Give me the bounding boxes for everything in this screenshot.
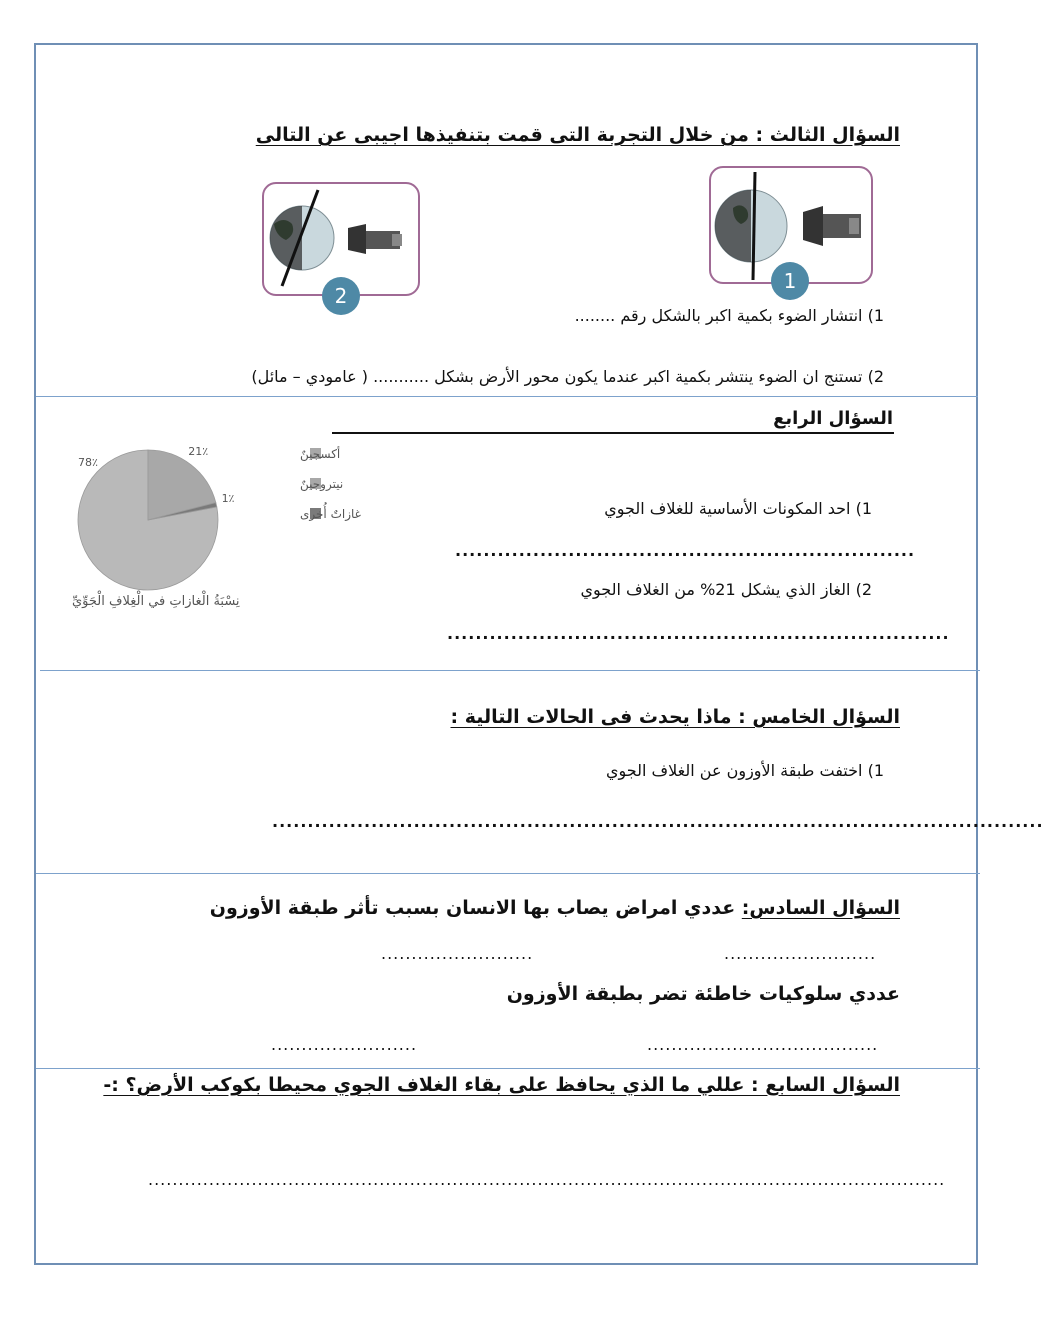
answer-line[interactable]: ......................... bbox=[381, 944, 534, 963]
answer-line[interactable]: ............................................................................................................. bbox=[272, 812, 1044, 831]
pie-value-label: 1٪ bbox=[221, 492, 235, 506]
item-text: الغاز الذي يشكل 21% من الغلاف الجوي bbox=[580, 580, 851, 599]
item-number: 2) bbox=[855, 580, 872, 599]
item-text: احد المكونات الأساسية للغلاف الجوي bbox=[604, 499, 851, 518]
figure-2-number-badge: 2 bbox=[322, 277, 360, 315]
q3-title: السؤال الثالث : من خلال التجربة التى قمت بتنفيذها اجيبى عن التالى bbox=[255, 124, 900, 146]
item-text: اختفت طبقة الأوزون عن الغلاف الجوي bbox=[606, 761, 863, 780]
section-divider bbox=[36, 396, 978, 397]
item-number: 1) bbox=[855, 499, 872, 518]
q5-title: السؤال الخامس : ماذا يحدث فى الحالات التالية : bbox=[450, 706, 900, 728]
legend-label: نيتروجينٌ bbox=[300, 477, 344, 491]
q6-subtitle: عددي سلوكيات خاطئة تضر بطبقة الأوزون bbox=[506, 983, 900, 1005]
legend-label: أكسجينٌ bbox=[300, 447, 341, 461]
q4-title: السؤال الرابع bbox=[773, 408, 893, 429]
section-divider bbox=[40, 670, 980, 671]
section-divider bbox=[36, 1068, 980, 1069]
q6-title bbox=[210, 897, 900, 919]
item-number: 1) bbox=[867, 306, 884, 325]
item-number: 2) bbox=[867, 367, 884, 386]
pie-value-label: 78٪ bbox=[78, 456, 98, 469]
answer-line[interactable]: ........................ bbox=[271, 1035, 418, 1054]
q3-item-1 bbox=[575, 306, 884, 325]
q7-title: السؤال السابع : عللي ما الذي يحافظ على بقاء الغلاف الجوي محيطا بكوكب الأرض؟ :- bbox=[103, 1074, 900, 1096]
q6-title-text: عددي امراض يصاب بها الانسان بسبب تأثر طبقة الأوزون bbox=[209, 897, 742, 919]
q4-item-1 bbox=[604, 499, 872, 518]
q3-item-2 bbox=[251, 367, 884, 386]
legend-label: غازاتٌ أُخرى bbox=[300, 507, 361, 521]
answer-line[interactable]: ................................................................................................................................... bbox=[148, 1170, 946, 1189]
pie-value-label: 21٪ bbox=[188, 445, 209, 459]
q5-item-1 bbox=[606, 761, 884, 780]
answer-line[interactable]: ................................................................. bbox=[455, 541, 916, 560]
q4-title-underline bbox=[332, 432, 894, 434]
answer-line[interactable]: ....................................................................... bbox=[447, 624, 950, 643]
figure-1-number-badge: 1 bbox=[771, 262, 809, 300]
item-text: انتشار الضوء بكمية اكبر بالشكل رقم ........ bbox=[574, 306, 863, 325]
item-number: 1) bbox=[867, 761, 884, 780]
chart-caption: نِسْبَةُ الْغازاتِ في الْغِلافِ الْجَوِّيِّ bbox=[72, 594, 240, 609]
answer-line[interactable]: ......................... bbox=[724, 944, 877, 963]
section-divider bbox=[36, 873, 980, 874]
q4-item-2 bbox=[580, 580, 872, 599]
answer-line[interactable]: ...................................... bbox=[647, 1035, 879, 1054]
q6-title-label: السؤال السادس: bbox=[741, 897, 900, 919]
item-text: تستنج ان الضوء ينتشر بكمية اكبر عندما يكون محور الأرض بشكل ........... ( عامودي – مائل) bbox=[251, 367, 863, 386]
